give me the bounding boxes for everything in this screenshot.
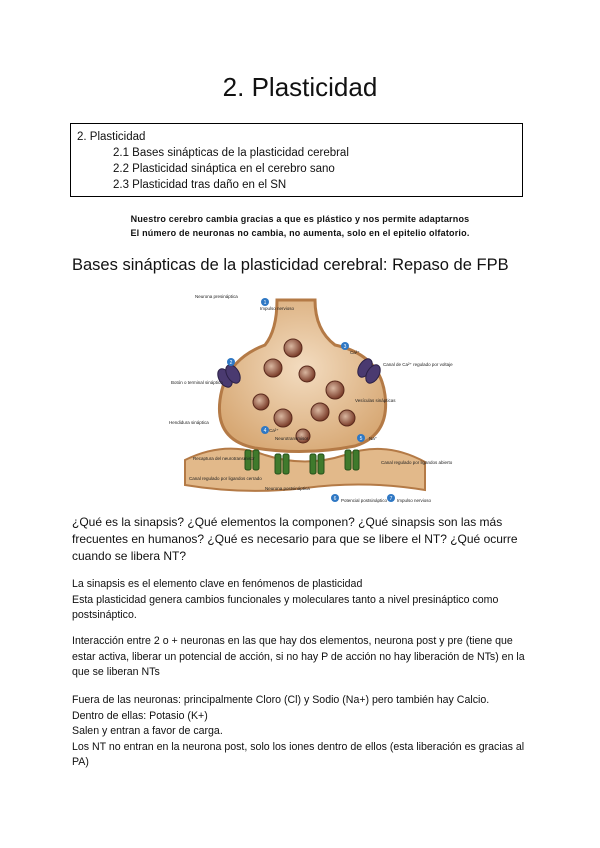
label-button: Botón o terminal sináptico (171, 380, 223, 385)
toc-item: 2.2 Plasticidad sináptica en el cerebro sano (113, 163, 335, 175)
section-heading: Bases sinápticas de la plasticidad cerebral: Repaso de FPB (72, 256, 509, 274)
label-ca: Ca²⁺ (350, 350, 360, 355)
paragraph-line: Salen y entran a favor de carga. (72, 725, 223, 737)
questions-paragraph: ¿Qué es la sinapsis? ¿Qué elementos la componen? ¿Qué sinapsis son las más frecuentes en humanos? ¿Qué es necesario para que se libere el NT? ¿Qué ocurre cuando se libera NT? (72, 515, 518, 563)
badge-4: 4 (263, 428, 267, 434)
intro-line: Nuestro cerebro cambia gracias a que es plástico y nos permite adaptarnos (130, 214, 470, 224)
paragraph-line: Los NT no entran en la neurona post, solo los iones dentro de ellos (esta liberación es gracias al PA) (72, 740, 525, 768)
paragraph-synapse (72, 577, 532, 624)
badge-5: 5 (359, 436, 363, 442)
page-title: 2. Plasticidad (222, 72, 378, 102)
label-postsynaptic: Neurona postsináptica (265, 486, 310, 491)
label-nt: Neurotransmisor (275, 436, 309, 441)
badge-7: 7 (389, 496, 393, 502)
badge-1: 1 (263, 300, 267, 306)
badge-6: 6 (333, 496, 337, 502)
paragraph-line: Dentro de ellas: Potasio (K+) (72, 709, 208, 722)
label-open: Canal regulado por ligandos abierto (381, 460, 453, 465)
label-presynaptic: Neurona presináptica (195, 294, 238, 299)
intro-line: El número de neuronas no cambia, no aumenta, solo en el epitelio olfatorio. (130, 228, 470, 238)
label-na: Na⁺ (369, 436, 378, 441)
label-impulse2: Impulso nervioso (397, 498, 432, 503)
toc-item: 2.1 Bases sinápticas de la plasticidad cerebral (113, 147, 349, 159)
badge-2: 2 (229, 360, 233, 366)
label-cleft: Hendidura sináptica (169, 420, 209, 425)
label-vesicles: Vesículas sinápticas (355, 398, 396, 403)
toc-item: 2.3 Plasticidad tras daño en el SN (113, 179, 287, 191)
label-potential: Potencial postsináptico (341, 498, 388, 503)
label-reuptake: Recaptura del neurotransmisor (193, 456, 255, 461)
paragraph-line: Esta plasticidad genera cambios funcionales y moleculares tanto a nivel presináptico como postsináptico. (72, 593, 499, 621)
intro-text (0, 212, 600, 240)
table-of-contents (70, 123, 523, 197)
paragraph-interaction: Interacción entre 2 o + neuronas en las que hay dos elementos, neurona post y pre (tiene que estar activa, liberar un potencial de acción, si no hay P de acción no hay liberación de NTs) en la que se liberan NTs (72, 635, 525, 678)
paragraph-line: La sinapsis es el elemento clave en fenómenos de plasticidad (72, 578, 363, 590)
label-impulse: Impulso nervioso (260, 306, 295, 311)
label-ca-channel: Canal de Ca²⁺ regulado por voltaje (383, 362, 453, 367)
paragraph-line: Fuera de las neuronas: principalmente Cloro (Cl) y Sodio (Na+) pero también hay Calcio. (72, 694, 490, 706)
paragraph-ions (72, 693, 532, 771)
postsynaptic-membrane (185, 449, 425, 491)
label-closed: Canal regulado por ligandos cerrado (189, 476, 262, 481)
label-ca2: Ca²⁺ (269, 428, 279, 433)
toc-main: 2. Plasticidad (77, 131, 146, 143)
badge-3: 3 (343, 344, 347, 350)
synapse-diagram (165, 290, 453, 506)
